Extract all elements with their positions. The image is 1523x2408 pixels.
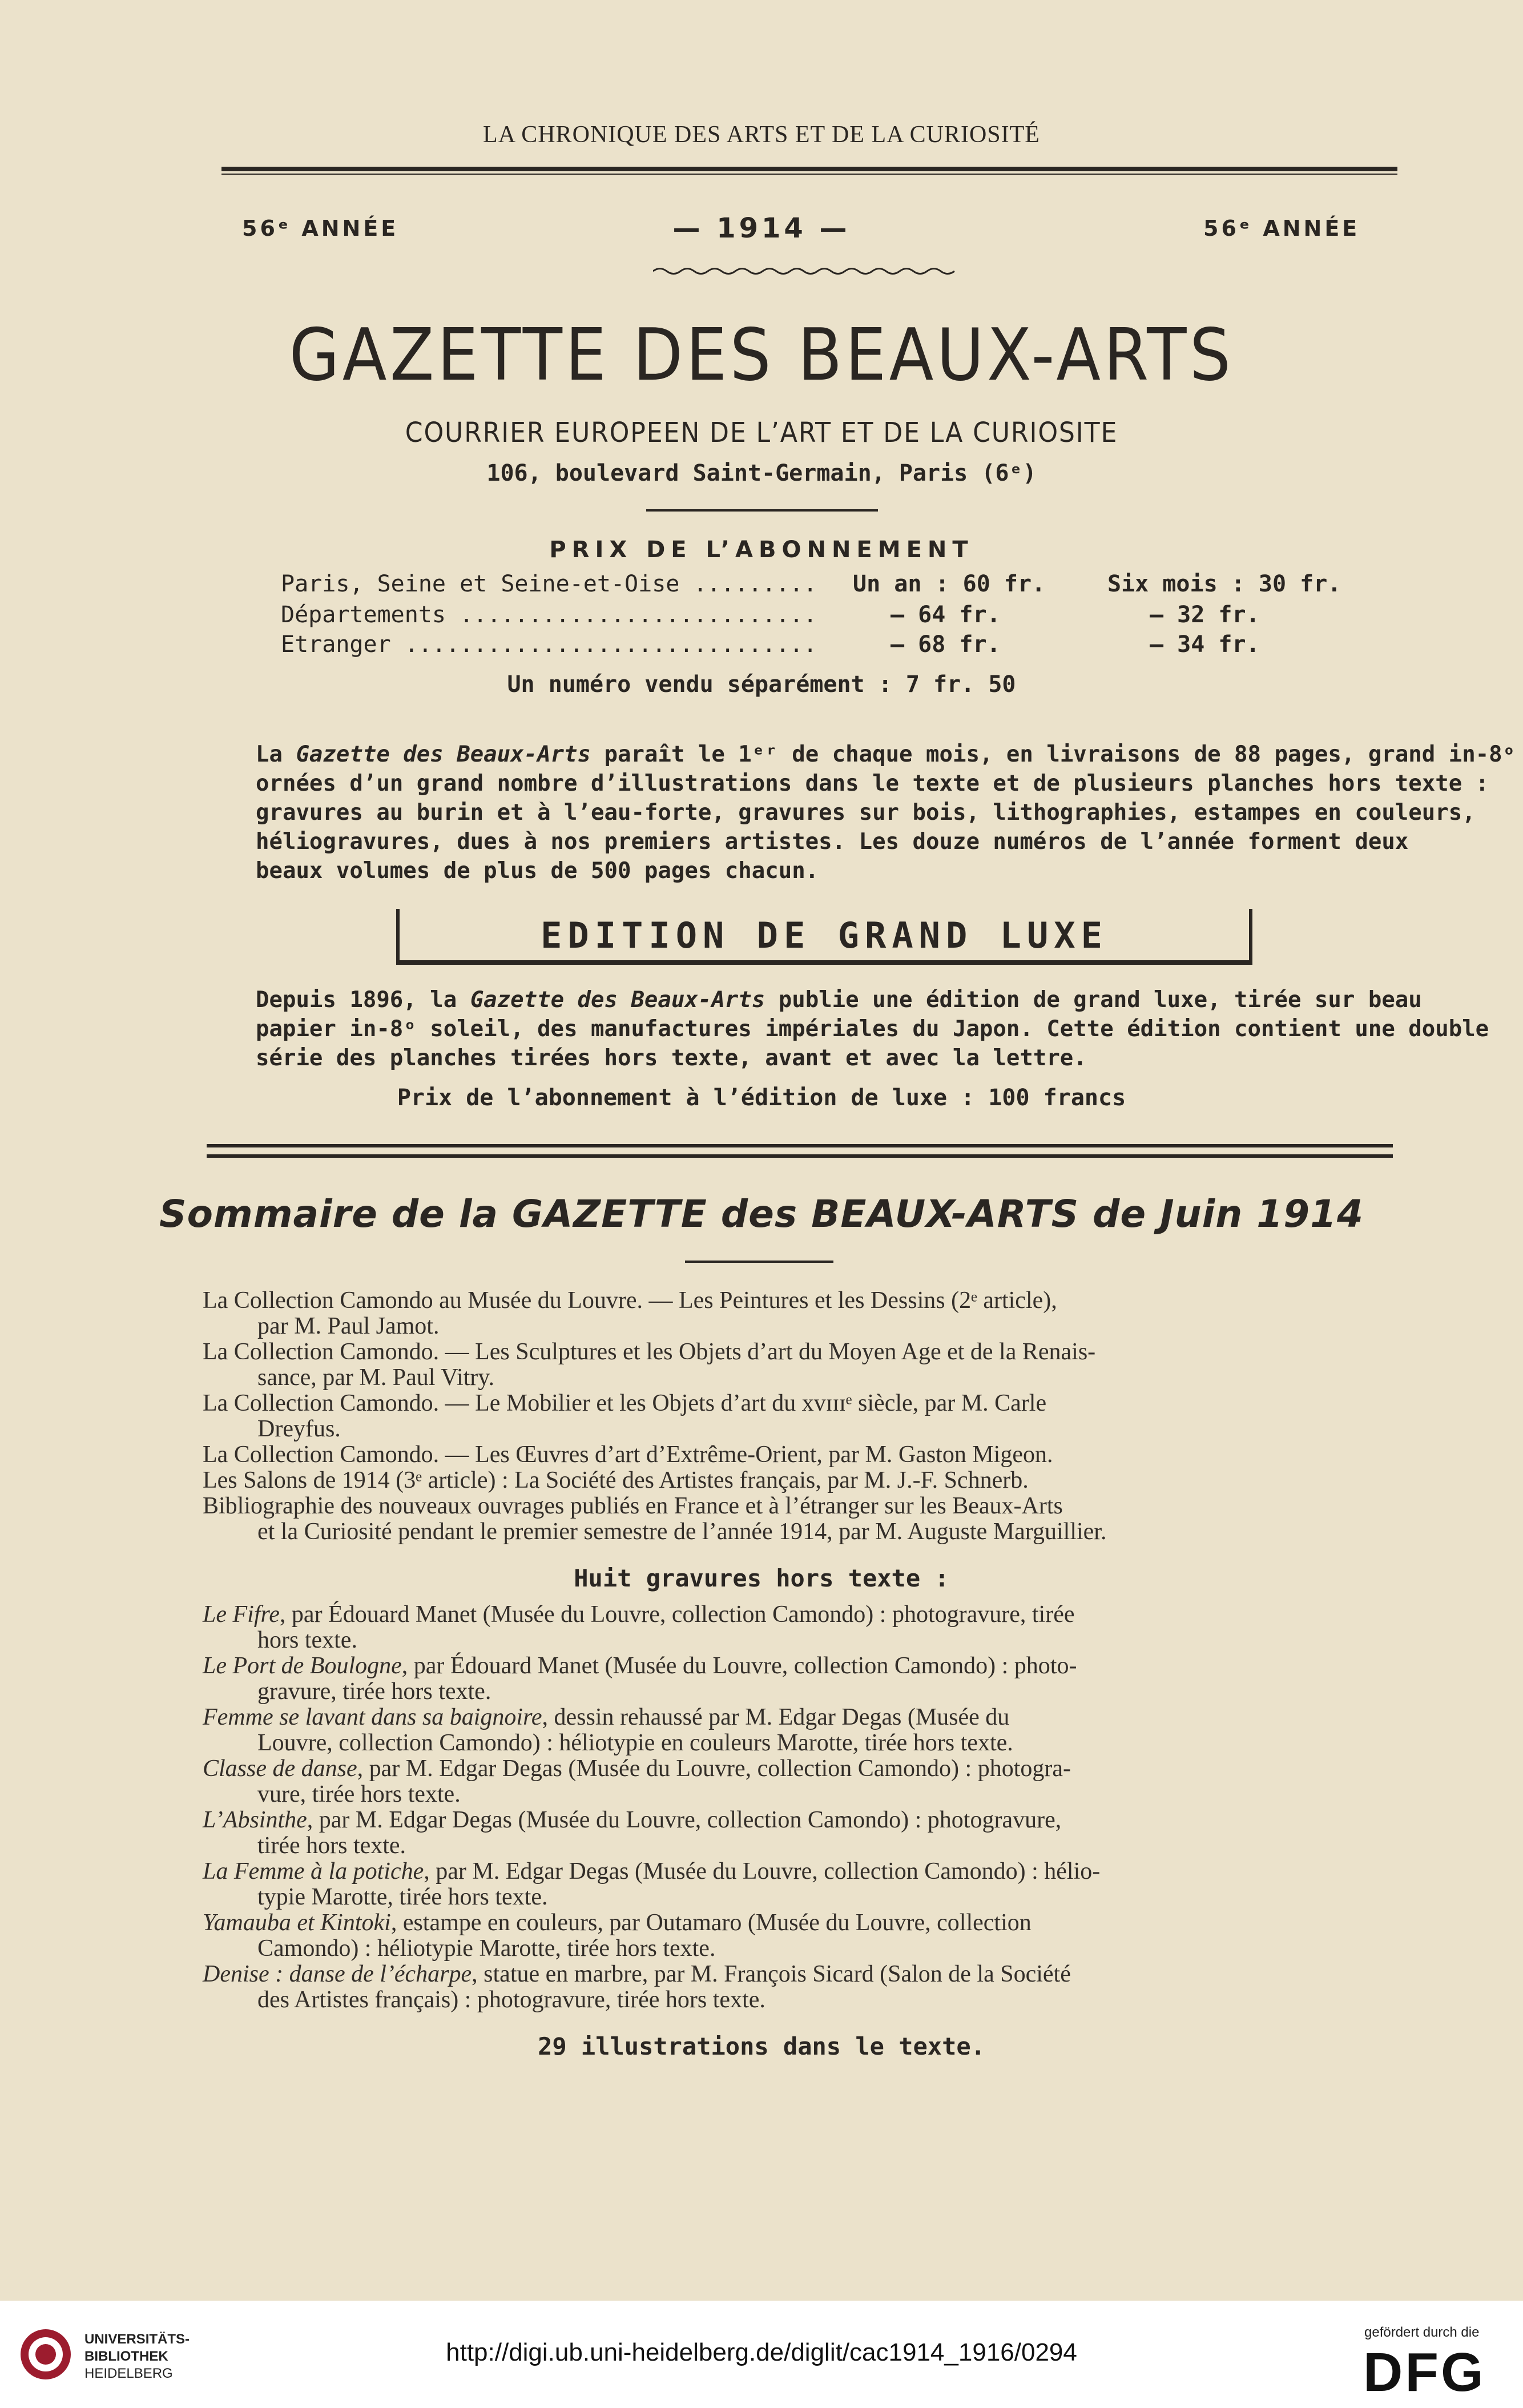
luxe-heading: EDITION DE GRAND LUXE: [541, 915, 1108, 956]
summary-articles: [203, 1288, 1384, 1545]
summary-rule: [685, 1261, 833, 1263]
luxe-heading-box: [396, 909, 1252, 965]
plate-entry: Classe de danse, par M. Edgar Degas (Musée du Louvre, collection Camondo) : photogra- vure, tirée hors texte.: [203, 1755, 1071, 1807]
year-left: 56ᵉ ANNÉE: [242, 216, 399, 241]
intro-paragraph: La Gazette des Beaux-Arts paraît le 1ᵉʳ de chaque mois, en livraisons de 88 pages, grand in-8ᵒ ornées d’un grand nombre d’illustrations dans le texte et de plusieurs planches hors texte : gravures au burin et à l’eau-forte, gravures sur bois, lithographies, estampes en couleurs, héliogravures, dues à nos premiers artistes. Les douze numéros de l’année forment deux beaux volumes de plus de 500 pages chacun.: [256, 742, 1516, 884]
header-rule: [221, 167, 1397, 171]
viewer-footer: [0, 2301, 1523, 2408]
single-issue-price: Un numéro vendu séparément : 7 fr. 50: [507, 671, 1016, 698]
article-entry: La Collection Camondo. — Les Sculptures et les Objets d’art du Moyen Age et de la Renais- sance, par M. Paul Vitry.: [203, 1339, 1096, 1391]
summary-title: Sommaire de la GAZETTE des BEAUX-ARTS de Juin 1914: [159, 1192, 1364, 1236]
plate-entry: Denise : danse de l’écharpe, statue en marbre, par M. François Sicard (Salon de la Société des Artistes français) : photogravure, tirée hors texte.: [203, 1961, 1071, 2013]
plates-list: [203, 1602, 1384, 2013]
plate-entry: Le Port de Boulogne, par Édouard Manet (Musée du Louvre, collection Camondo) : photo- gravure, tirée hors texte.: [203, 1653, 1077, 1705]
plate-entry: L’Absinthe, par M. Edgar Degas (Musée du Louvre, collection Camondo) : photogravure, tirée hors texte.: [203, 1807, 1062, 1859]
luxe-underline: [400, 960, 1249, 965]
article-entry: Les Salons de 1914 (3ᵉ article) : La Société des Artistes français, par M. J.-F. Schnerb.: [203, 1467, 1029, 1493]
plate-entry: Femme se lavant dans sa baignoire, dessin rehaussé par M. Edgar Degas (Musée du Louvre, collection Camondo) : héliotypie en couleurs Marotte, tirée hors texte.: [203, 1704, 1013, 1756]
masthead-title: GAZETTE DES BEAUX-ARTS: [289, 313, 1234, 397]
plate-entry: La Femme à la potiche, par M. Edgar Degas (Musée du Louvre, collection Camondo) : hélio- typie Marotte, tirée hors texte.: [203, 1858, 1101, 1910]
year-center: — 1914 —: [672, 212, 851, 244]
wavy-ornament: [653, 266, 967, 276]
price-row-place: Paris, Seine et Seine-et-Oise .........: [281, 571, 817, 597]
luxe-paragraph: Depuis 1896, la Gazette des Beaux-Arts publie une édition de grand luxe, tirée sur beau papier in-8ᵒ soleil, des manufactures impériales du Japon. Cette édition contient une double série des planches tirées hors texte, avant et avec la lettre.: [256, 987, 1489, 1071]
price-row-place: Départements ..........................: [281, 602, 817, 628]
section-rule-2: [207, 1154, 1393, 1158]
article-entry: La Collection Camondo. — Les Œuvres d’art d’Extrême-Orient, par M. Gaston Migeon.: [203, 1441, 1053, 1468]
plate-entry: Yamauba et Kintoki, estampe en couleurs, par Outamaro (Musée du Louvre, collection Camondo) : héliotypie Marotte, tirée hors texte.: [203, 1910, 1032, 1962]
library-name-line2: BIBLIOTHEK: [84, 2349, 168, 2364]
article-entry: La Collection Camondo. — Le Mobilier et les Objets d’art du xᴠɪɪɪᵉ siècle, par M. Carle Dreyfus.: [203, 1390, 1047, 1442]
price-row-six: — 34 fr.: [1150, 631, 1260, 658]
year-right: 56ᵉ ANNÉE: [1203, 216, 1360, 241]
price-row-year: — 68 fr.: [891, 631, 1001, 658]
dfg-logo[interactable]: DFG: [1363, 2342, 1486, 2403]
plate-entry: Le Fifre, par Édouard Manet (Musée du Louvre, collection Camondo) : photogravure, tirée hors texte.: [203, 1601, 1075, 1653]
subscription-heading: PRIX DE L’ABONNEMENT: [549, 537, 974, 563]
running-title: LA CHRONIQUE DES ARTS ET DE LA CURIOSITÉ: [483, 122, 1040, 148]
plates-heading: Huit gravures hors texte :: [574, 1564, 949, 1592]
article-entry: Bibliographie des nouveaux ouvrages publiés en France et à l’étranger sur les Beaux-Arts et la Curiosité pendant le premier semestre de l’année 1914, par M. Auguste Marguillier.: [203, 1493, 1107, 1545]
header-rule-thin: [221, 174, 1397, 175]
price-row-six: Six mois : 30 fr.: [1107, 571, 1341, 597]
masthead-subtitle: COURRIER EUROPEEN DE L’ART ET DE LA CURIOSITE: [405, 417, 1118, 449]
price-row-year: Un an : 60 fr.: [853, 571, 1046, 597]
price-row-six: — 32 fr.: [1150, 602, 1260, 628]
library-name-line3: HEIDELBERG: [84, 2366, 173, 2381]
permalink-url[interactable]: http://digi.ub.uni-heidelberg.de/diglit/cac1914_1916/0294: [446, 2338, 1077, 2366]
masthead-address: 106, boulevard Saint-Germain, Paris (6ᵉ): [486, 460, 1037, 486]
luxe-price: Prix de l’abonnement à l’édition de luxe : 100 francs: [397, 1085, 1126, 1111]
price-row-year: — 64 fr.: [891, 602, 1001, 628]
article-entry: La Collection Camondo au Musée du Louvre. — Les Peintures et les Dessins (2ᵉ article), par M. Paul Jamot.: [203, 1287, 1057, 1339]
masthead-rule: [646, 509, 878, 512]
price-row-place: Etranger ..............................: [281, 631, 817, 658]
section-rule: [207, 1144, 1393, 1147]
illustrations-count: 29 illustrations dans le texte.: [538, 2032, 985, 2060]
funding-note: gefördert durch die: [1364, 2325, 1480, 2340]
library-name-line1: UNIVERSITÄTS-: [84, 2332, 190, 2347]
